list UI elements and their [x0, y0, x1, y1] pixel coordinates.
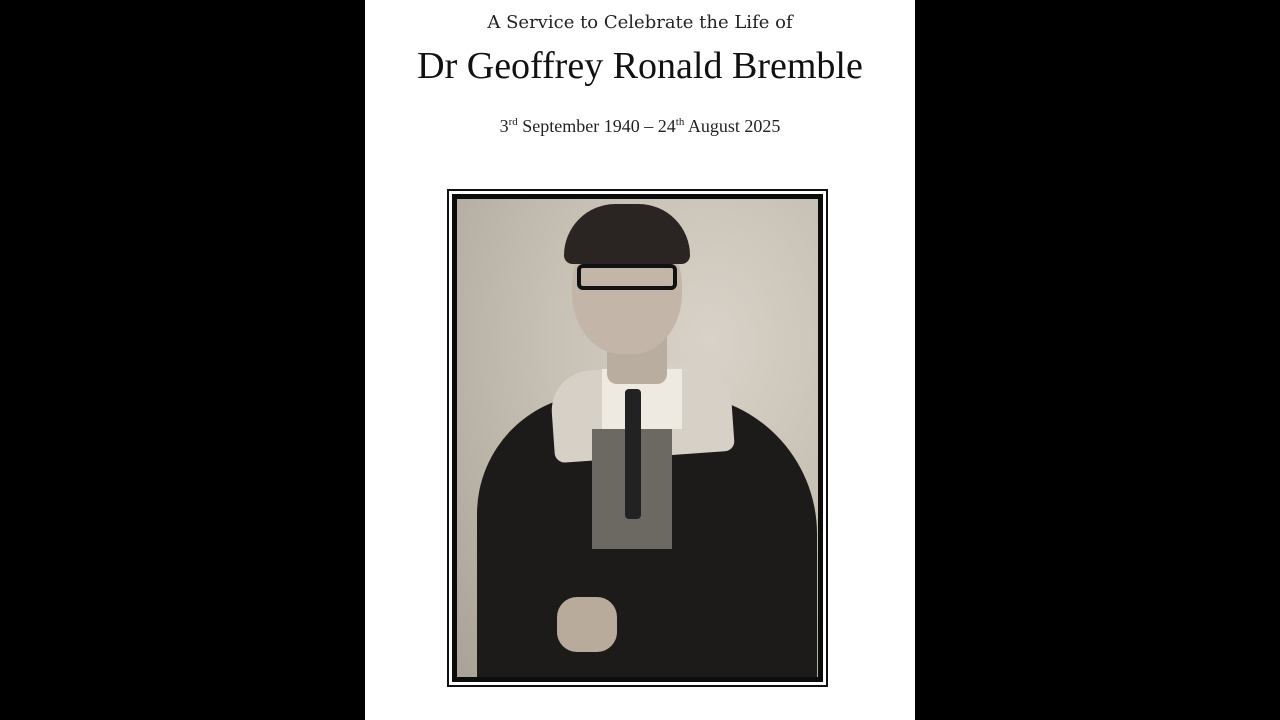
glasses-icon	[577, 264, 677, 290]
death-suffix: th	[675, 116, 685, 128]
death-day: 24	[657, 116, 676, 136]
order-of-service-cover	[365, 0, 915, 720]
birth-day: 3	[499, 116, 509, 136]
hair	[564, 204, 690, 264]
photo-frame	[447, 189, 828, 687]
service-subtitle: A Service to Celebrate the Life of	[487, 12, 793, 33]
deceased-name: Dr Geoffrey Ronald Bremble	[417, 45, 863, 87]
tie	[625, 389, 641, 519]
date-separator: –	[644, 116, 654, 136]
life-dates	[365, 116, 915, 137]
portrait-photo	[452, 194, 823, 682]
hand	[557, 597, 617, 652]
birth-date: September 1940	[522, 116, 640, 136]
birth-suffix: rd	[508, 116, 518, 128]
death-date: August 2025	[687, 116, 781, 136]
